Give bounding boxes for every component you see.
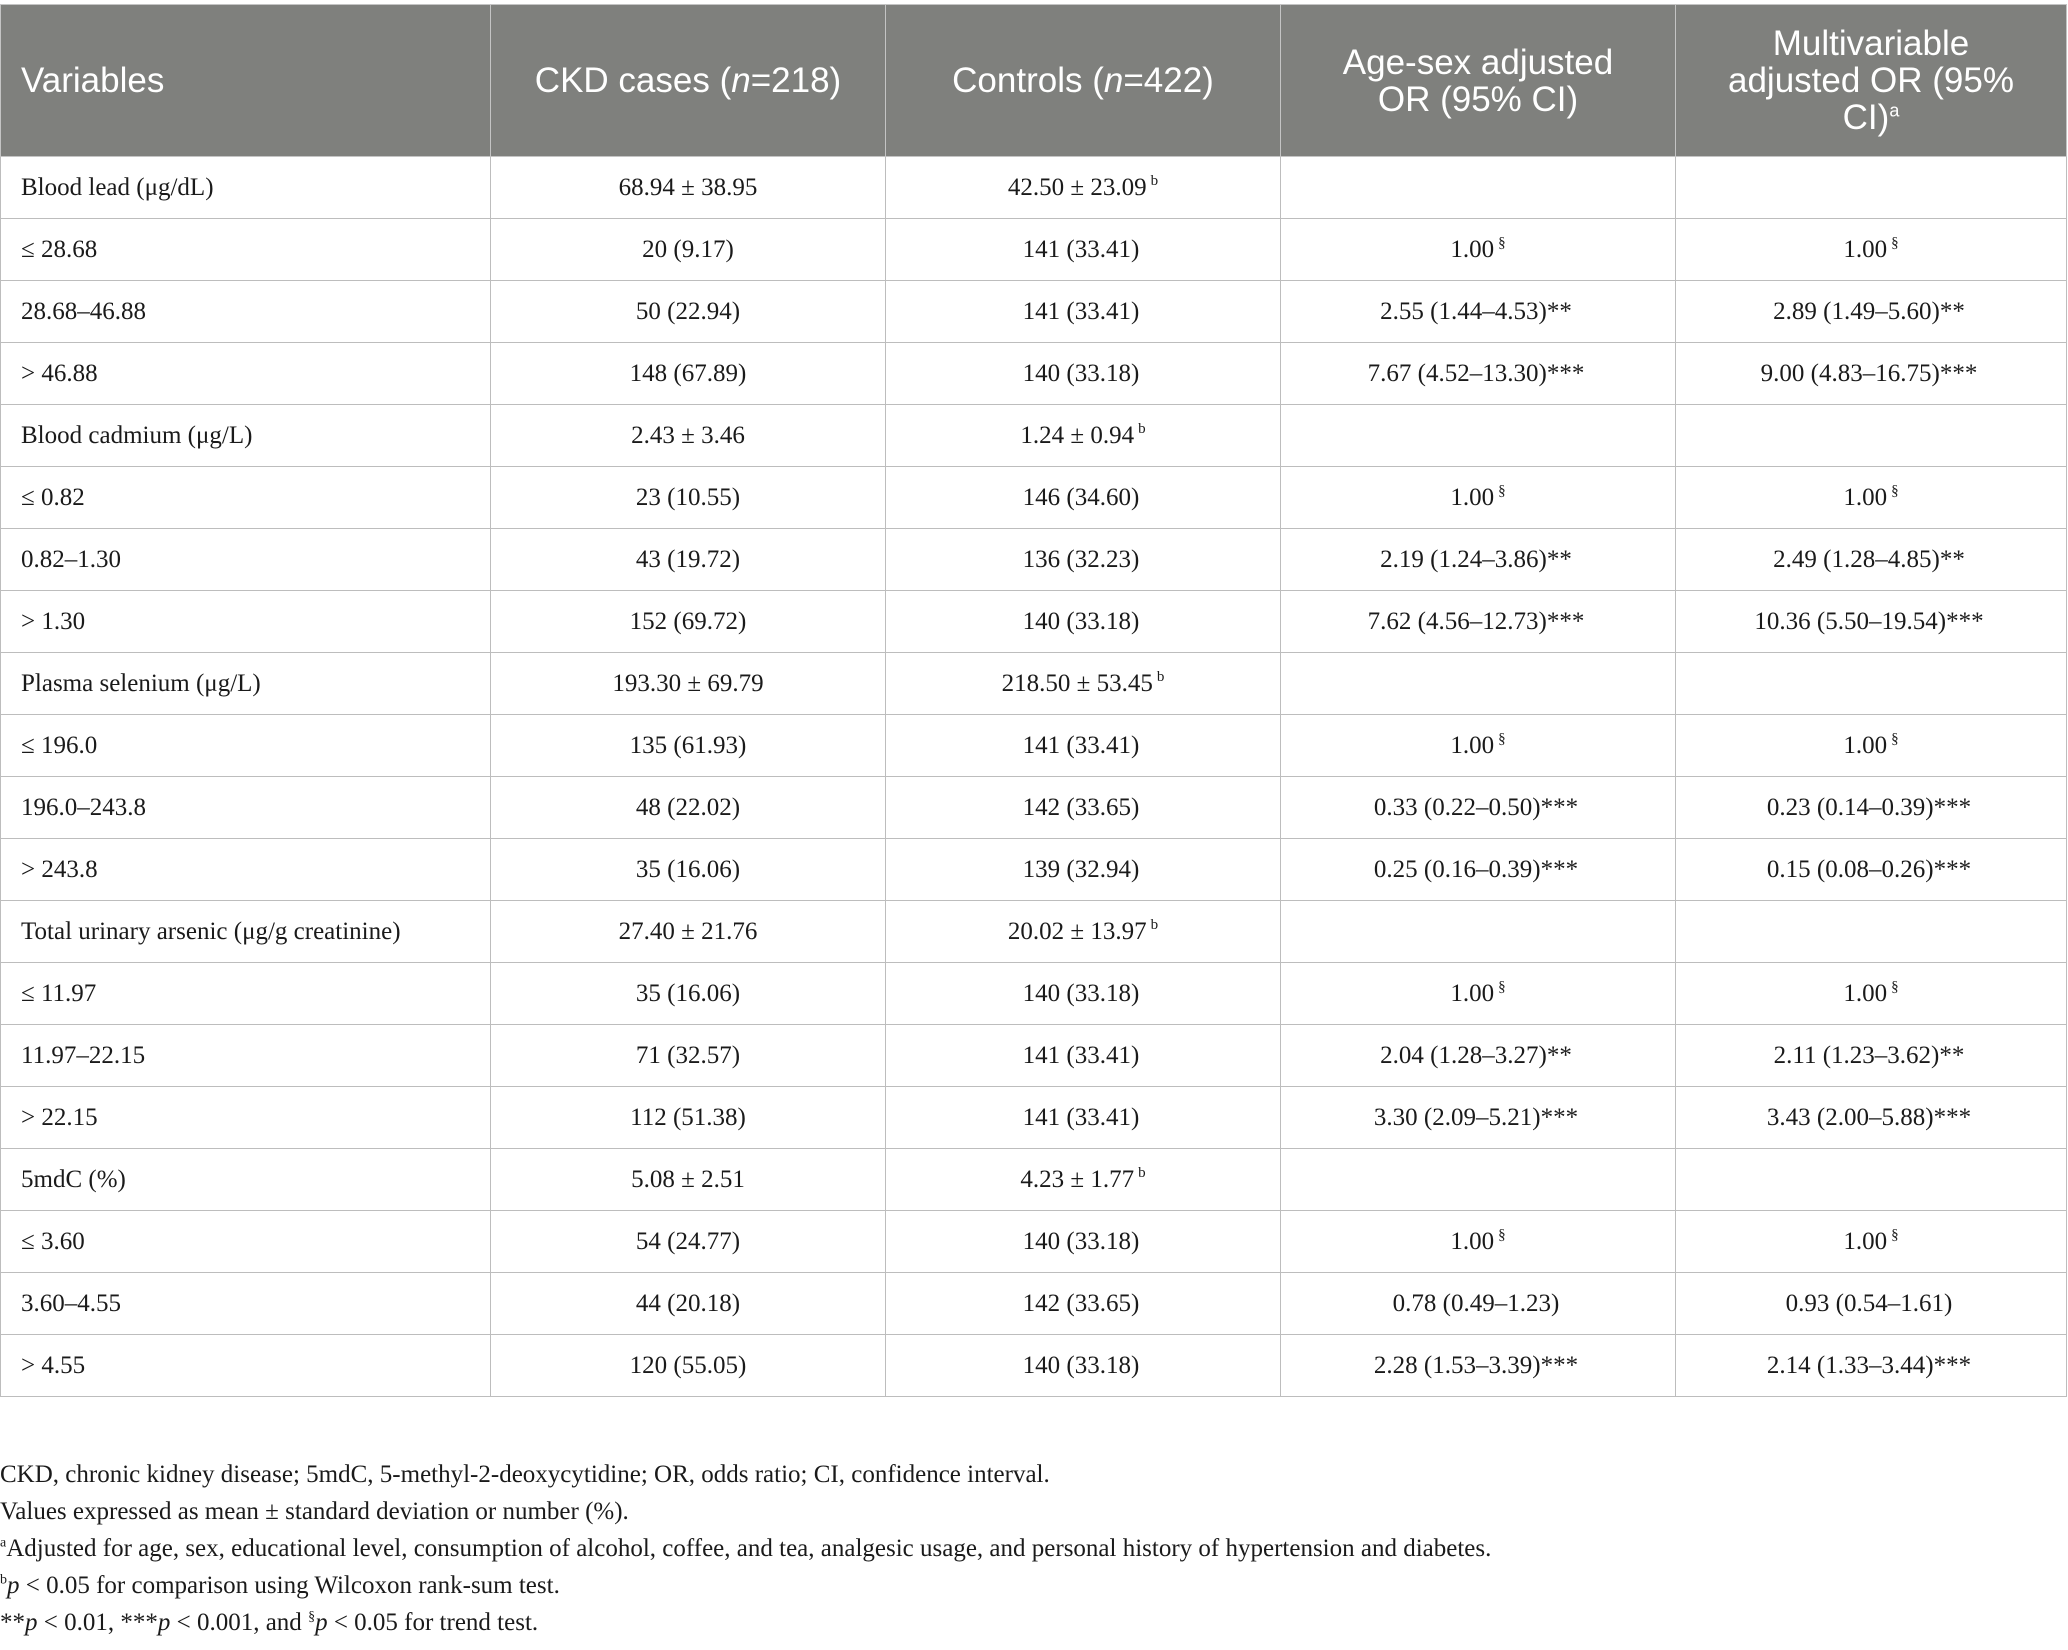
cell-variable: ≤ 196.0 — [1, 715, 491, 777]
cell-controls: 141 (33.41) — [886, 281, 1281, 343]
table-row — [1, 343, 2067, 405]
table-row — [1, 1335, 2067, 1397]
table-row — [1, 157, 2067, 219]
cell-age-sex-or: 7.62 (4.56–12.73)*** — [1281, 591, 1676, 653]
cell-multivariable-or — [1676, 157, 2067, 219]
table-row — [1, 1087, 2067, 1149]
cell-variable: > 4.55 — [1, 1335, 491, 1397]
footnote-significance: **p < 0.01, ***p < 0.001, and §p < 0.05 for trend test. — [0, 1609, 539, 1636]
table-row — [1, 529, 2067, 591]
cell-ckd-cases: 135 (61.93) — [491, 715, 886, 777]
cell-variable: 3.60–4.55 — [1, 1273, 491, 1335]
cell-multivariable-or — [1676, 653, 2067, 715]
cell-age-sex-or: 2.55 (1.44–4.53)** — [1281, 281, 1676, 343]
cell-variable: > 22.15 — [1, 1087, 491, 1149]
footnote-a: $^a$Adjusted for age, sex, educational level, consumption of alcohol, coffee, and tea, analgesic usage, and personal history of hypertension and diabetes. — [0, 1535, 1492, 1562]
cell-multivariable-or: 0.23 (0.14–0.39)*** — [1676, 777, 2067, 839]
cell-multivariable-or: 2.89 (1.49–5.60)** — [1676, 281, 2067, 343]
cell-ckd-cases: 71 (32.57) — [491, 1025, 886, 1087]
table-row — [1, 963, 2067, 1025]
cell-ckd-cases: 48 (22.02) — [491, 777, 886, 839]
cell-variable: Plasma selenium (μg/L) — [1, 653, 491, 715]
cell-controls: 142 (33.65) — [886, 1273, 1281, 1335]
cell-ckd-cases: 152 (69.72) — [491, 591, 886, 653]
cell-multivariable-or: 0.15 (0.08–0.26)*** — [1676, 839, 2067, 901]
cell-controls: 140 (33.18) — [886, 1211, 1281, 1273]
cell-ckd-cases: 44 (20.18) — [491, 1273, 886, 1335]
cell-controls: 140 (33.18) — [886, 591, 1281, 653]
cell-ckd-cases: 50 (22.94) — [491, 281, 886, 343]
header-age-sex-adjusted-or: Age-sex adjusted OR (95% CI) — [1281, 5, 1676, 157]
cell-age-sex-or: 1.00 § — [1281, 467, 1676, 529]
cell-controls: 42.50 ± 23.09 $^b$ — [886, 157, 1281, 219]
cell-variable: > 243.8 — [1, 839, 491, 901]
cell-multivariable-or: 10.36 (5.50–19.54)*** — [1676, 591, 2067, 653]
cell-age-sex-or: 2.04 (1.28–3.27)** — [1281, 1025, 1676, 1087]
header-multivariable-adjusted-or: Multivariable adjusted OR (95% CI)$^a$ — [1676, 5, 2067, 157]
cell-ckd-cases: 5.08 ± 2.51 — [491, 1149, 886, 1211]
cell-ckd-cases: 27.40 ± 21.76 — [491, 901, 886, 963]
cell-controls: 140 (33.18) — [886, 1335, 1281, 1397]
cell-age-sex-or: 1.00 § — [1281, 1211, 1676, 1273]
cell-multivariable-or: 1.00 § — [1676, 1211, 2067, 1273]
cell-age-sex-or: 7.67 (4.52–13.30)*** — [1281, 343, 1676, 405]
table-row — [1, 467, 2067, 529]
cell-multivariable-or: 9.00 (4.83–16.75)*** — [1676, 343, 2067, 405]
table-row — [1, 591, 2067, 653]
cell-ckd-cases: 20 (9.17) — [491, 219, 886, 281]
cell-age-sex-or — [1281, 1149, 1676, 1211]
table-row — [1, 1025, 2067, 1087]
cell-age-sex-or — [1281, 901, 1676, 963]
table-row — [1, 1149, 2067, 1211]
cell-controls: 136 (32.23) — [886, 529, 1281, 591]
header-variables: Variables — [1, 5, 491, 157]
cell-multivariable-or: 1.00 § — [1676, 219, 2067, 281]
cell-ckd-cases: 54 (24.77) — [491, 1211, 886, 1273]
cell-variable: ≤ 3.60 — [1, 1211, 491, 1273]
cell-multivariable-or: 1.00 § — [1676, 467, 2067, 529]
cell-ckd-cases: 120 (55.05) — [491, 1335, 886, 1397]
footnote-b: $^b$p < 0.05 for comparison using Wilcoxon rank-sum test. — [0, 1572, 560, 1599]
cell-controls: 140 (33.18) — [886, 963, 1281, 1025]
cell-multivariable-or: 3.43 (2.00–5.88)*** — [1676, 1087, 2067, 1149]
footnote-values: Values expressed as mean ± standard deviation or number (%). — [0, 1498, 629, 1525]
table-body — [1, 157, 2067, 1397]
cell-variable: Total urinary arsenic (μg/g creatinine) — [1, 901, 491, 963]
table-footnotes — [0, 1456, 1491, 1641]
cell-age-sex-or: 2.28 (1.53–3.39)*** — [1281, 1335, 1676, 1397]
cell-controls: 146 (34.60) — [886, 467, 1281, 529]
footnote-abbreviations: CKD, chronic kidney disease; 5mdC, 5-methyl-2-deoxycytidine; OR, odds ratio; CI, confidence interval. — [0, 1461, 1050, 1488]
cell-ckd-cases: 68.94 ± 38.95 — [491, 157, 886, 219]
header-controls: Controls (n=422) — [886, 5, 1281, 157]
cell-multivariable-or — [1676, 901, 2067, 963]
table-row — [1, 281, 2067, 343]
cell-multivariable-or: 2.11 (1.23–3.62)** — [1676, 1025, 2067, 1087]
cell-controls: 1.24 ± 0.94 $^b$ — [886, 405, 1281, 467]
cell-age-sex-or: 0.33 (0.22–0.50)*** — [1281, 777, 1676, 839]
table-row — [1, 219, 2067, 281]
cell-ckd-cases: 35 (16.06) — [491, 963, 886, 1025]
cell-age-sex-or: 1.00 § — [1281, 963, 1676, 1025]
cell-variable: > 1.30 — [1, 591, 491, 653]
cell-age-sex-or: 3.30 (2.09–5.21)*** — [1281, 1087, 1676, 1149]
table-row — [1, 901, 2067, 963]
cell-variable: 5mdC (%) — [1, 1149, 491, 1211]
cell-age-sex-or: 2.19 (1.24–3.86)** — [1281, 529, 1676, 591]
cell-age-sex-or: 1.00 § — [1281, 219, 1676, 281]
cell-ckd-cases: 35 (16.06) — [491, 839, 886, 901]
cell-controls: 139 (32.94) — [886, 839, 1281, 901]
cell-multivariable-or — [1676, 405, 2067, 467]
cell-variable: 196.0–243.8 — [1, 777, 491, 839]
cell-controls: 141 (33.41) — [886, 1025, 1281, 1087]
cell-multivariable-or: 1.00 § — [1676, 963, 2067, 1025]
table-row — [1, 777, 2067, 839]
table-row — [1, 405, 2067, 467]
table-row — [1, 839, 2067, 901]
cell-controls: 141 (33.41) — [886, 1087, 1281, 1149]
cell-controls: 141 (33.41) — [886, 715, 1281, 777]
cell-age-sex-or: 0.25 (0.16–0.39)*** — [1281, 839, 1676, 901]
table-row — [1, 715, 2067, 777]
cell-controls: 142 (33.65) — [886, 777, 1281, 839]
cell-age-sex-or: 1.00 § — [1281, 715, 1676, 777]
cell-variable: 0.82–1.30 — [1, 529, 491, 591]
cell-age-sex-or — [1281, 405, 1676, 467]
cell-variable: 11.97–22.15 — [1, 1025, 491, 1087]
cell-ckd-cases: 23 (10.55) — [491, 467, 886, 529]
cell-controls: 218.50 ± 53.45 $^b$ — [886, 653, 1281, 715]
cell-variable: ≤ 11.97 — [1, 963, 491, 1025]
cell-multivariable-or: 2.14 (1.33–3.44)*** — [1676, 1335, 2067, 1397]
cell-age-sex-or: 0.78 (0.49–1.23) — [1281, 1273, 1676, 1335]
cell-controls: 140 (33.18) — [886, 343, 1281, 405]
table-header-row — [1, 5, 2067, 157]
cell-ckd-cases: 112 (51.38) — [491, 1087, 886, 1149]
header-ckd-cases: CKD cases (n=218) — [491, 5, 886, 157]
results-table — [0, 4, 2067, 1397]
cell-variable: > 46.88 — [1, 343, 491, 405]
table-row — [1, 1273, 2067, 1335]
cell-age-sex-or — [1281, 653, 1676, 715]
cell-age-sex-or — [1281, 157, 1676, 219]
cell-multivariable-or — [1676, 1149, 2067, 1211]
table-row — [1, 653, 2067, 715]
cell-multivariable-or: 1.00 § — [1676, 715, 2067, 777]
cell-ckd-cases: 43 (19.72) — [491, 529, 886, 591]
cell-variable: ≤ 28.68 — [1, 219, 491, 281]
cell-variable: Blood lead (μg/dL) — [1, 157, 491, 219]
cell-multivariable-or: 0.93 (0.54–1.61) — [1676, 1273, 2067, 1335]
cell-controls: 20.02 ± 13.97 $^b$ — [886, 901, 1281, 963]
cell-variable: 28.68–46.88 — [1, 281, 491, 343]
cell-variable: ≤ 0.82 — [1, 467, 491, 529]
cell-ckd-cases: 193.30 ± 69.79 — [491, 653, 886, 715]
cell-ckd-cases: 148 (67.89) — [491, 343, 886, 405]
cell-controls: 4.23 ± 1.77 $^b$ — [886, 1149, 1281, 1211]
cell-multivariable-or: 2.49 (1.28–4.85)** — [1676, 529, 2067, 591]
cell-ckd-cases: 2.43 ± 3.46 — [491, 405, 886, 467]
table-row — [1, 1211, 2067, 1273]
cell-variable: Blood cadmium (μg/L) — [1, 405, 491, 467]
cell-controls: 141 (33.41) — [886, 219, 1281, 281]
